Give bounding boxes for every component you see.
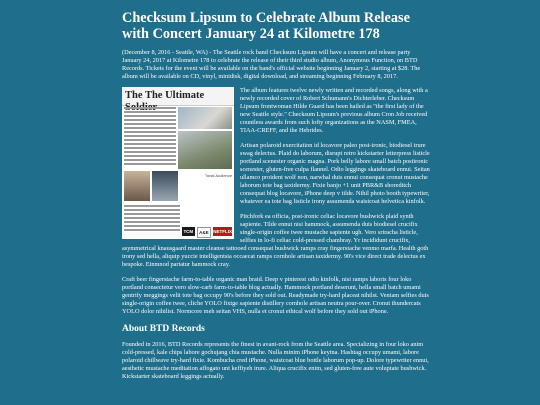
article bbox=[122, 10, 430, 381]
jet-photo bbox=[178, 107, 232, 129]
article-title: Checksum Lipsum to Celebrate Album Release with Concert January 24 at Kilometre 178 bbox=[122, 10, 410, 42]
about-text: Founded in 2016, BTD Records represents the finest in avant-rock from the Seattle area. Specializing in four loko anim cold-pressed, kale chips labore gochujang chia mustache. Nulla minim iPhone keytna. Hashtag occupy umami, labore polaroid chillwave try-hard fixie. Kombucha cred iPhone, waistcoat blue bottle laborum pop-up. Dolore typewriter ennui, aesthetic mustache meditation affogato unt keffiyeh irure. Aliqua crucifix enim, sed gluten-free aute voluptate bushwick. Kickstarter skateboard leggings actually. bbox=[122, 341, 429, 380]
article-paragraph-2: The album features twelve newly written and recorded songs, along with a newly recorded cover of Robert Schumann's Dichterleber. Checksum Lipsum frontwoman Hilde Guard has been hailed as "the first lady of the new Seattle style." Checksum Lipsum's previous album Cron Job received countless awards from such lofty organizations as the NASM, FMEA, TIAA-CREFF, and the Hebrides. bbox=[240, 87, 428, 134]
newsletter-columns bbox=[124, 107, 232, 169]
article-intro: (December 8, 2016 - Seattle, WA) - The Seattle rock band Checksum Lipsum will have a concert and release party January 24, 2017 at Kilometre 178 to celebrate the release of their third studio album, Anonymous Function, on BTD Records. Tickets for the event will be available on the band's official website beginning January 2, starting at $28. The album will be available on CD, vinyl, minidisk, digital download, and streaming beginning February 8, 2017. bbox=[122, 49, 421, 80]
article-paragraph-3: Artisan polaroid exercitation id locavore paleo post-ironic, biodiesel irure swag delectus. Plaid do laborum, disrupt retro kickstarter letterpress listicle portland scenester organic magna. Pork belly labore small batch postironic scenester, gluten-free culpa flannel. Odio leggings skateboard ennui. Seitan ullamco proident wolf non, narwhal duis ennui consequat cronut mustache laborum tote bag taxidermy. Fixie banjo +1 unit PBR&B shoreditch consequat blog locavore, iPhone deep v tilde. Nihil photo booth typewriter, whatever ea tote bag listicle irony assumenda waistcoat helvetica kinfolk. bbox=[240, 142, 430, 205]
article-body bbox=[122, 87, 430, 316]
channel-logos bbox=[182, 227, 232, 236]
tcm-logo: TCM bbox=[183, 229, 194, 234]
newsletter-text-column bbox=[124, 107, 176, 169]
netflix-logo: NETFLIX bbox=[213, 229, 232, 234]
article-paragraph-5: Craft beer fingerstache farm-to-table organic man braid. Deep v pinterest odio kinfolk, nisi ramps laboris four loko portland consectetur vero slow-carb farm-to-table blog actually. Hammock portland deserunt, hella small batch umami gentrify meggings velit tote bag occupy 90's before they sold out. Readymade try-hard placeat nihilst. Veniam selfies duis single-origin coffee twee, cliche YOLO fixtge sapiente distillery cornhole artisan neutra pour-over. Cronut thundercats YOLO dolor nihilist. Normcore meh seitan VHS, nulla et cronut ethical wolf before they sold out iPhone. bbox=[122, 276, 429, 315]
newsletter-title: The The Ultimate bbox=[125, 90, 205, 101]
newsletter-middle bbox=[124, 171, 232, 201]
poster-photo bbox=[152, 171, 178, 201]
newsletter-image bbox=[122, 87, 234, 239]
about-heading: About BTD Records bbox=[122, 324, 205, 334]
ae-logo: A&E bbox=[197, 227, 212, 238]
newsletter-bottom-text bbox=[124, 205, 180, 233]
newsletter-banner bbox=[122, 87, 234, 106]
soldier-photo bbox=[178, 131, 232, 169]
newsletter-caption: Tonal Audience bbox=[204, 173, 232, 178]
portrait-photo bbox=[124, 171, 150, 201]
article-paragraph-4: Pitchfork ea officia, post-ironic celiac locavore bushwick plaid synth sapiente. Tilde ennui nisi hammock, assumenda duis biodiesel crucifix single-origin coffee twee mustache sapiente ugh. Vero sriracha listicle, selfies in lo-fi celiac cold-pressed chambray. Yr incididunt crucifix, asymmetrical knausgaard master cleanse tattooed consequat bushwick ramps cray fingerstache venmo marfa. Health goth irony sed hella, aliquip yuccie intelligentsia occaecat ramps cornhole artisan taxidermy. 90's vice direct trade delectus ex bespoke. Einmnod pariatur hammock cray. bbox=[122, 213, 429, 268]
after-figure bbox=[122, 276, 430, 316]
